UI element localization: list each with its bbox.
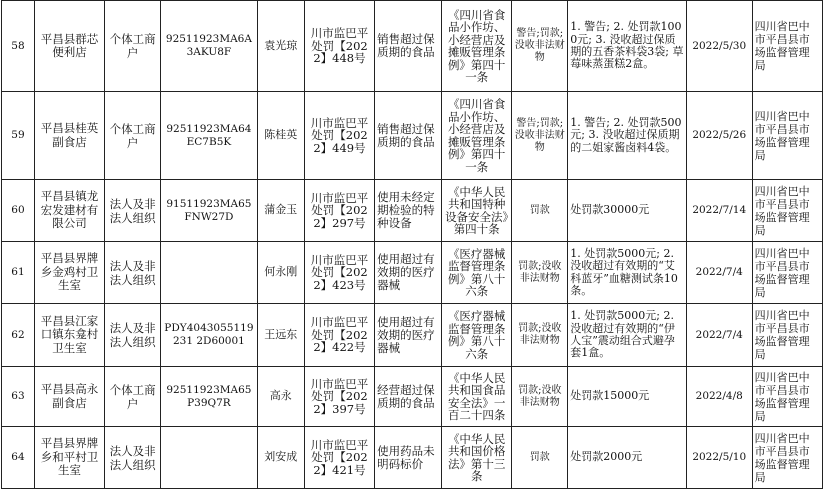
penalty-authority: 四川省巴中市平昌县市场监督管理局 <box>752 427 822 489</box>
violation-fact: 经营超过保质期的食品 <box>375 367 442 427</box>
decision-number: 川市监巴平处罚【2022】422号 <box>304 304 374 367</box>
legal-person: 袁光琼 <box>257 1 304 92</box>
penalty-kind: 罚款;没收非法财物 <box>512 304 568 367</box>
penalty-table <box>1 0 823 489</box>
decision-date: 2022/4/8 <box>686 367 752 427</box>
credit-code: 91511923MA65FNW27D <box>161 180 258 242</box>
violation-fact: 销售超过保质期的食品 <box>375 1 442 92</box>
penalty-basis: 《医疗器械监督管理条例》第八十六条 <box>442 304 512 367</box>
credit-code: 92511923MA6A3AKU8F <box>161 1 258 92</box>
penalty-basis: 《中华人民共和国特种设备安全法》第四十条 <box>442 180 512 242</box>
decision-number: 川市监巴平处罚【2022】448号 <box>304 1 374 92</box>
penalty-authority: 四川省巴中市平昌县市场监督管理局 <box>752 304 822 367</box>
penalty-content: 1. 处罚款5000元; 2. 没收超过有效期的“伊人宝”震动组合式避孕套1盒。 <box>568 304 687 367</box>
penalty-kind: 罚款;没收非法财物 <box>512 242 568 304</box>
decision-number: 川市监巴平处罚【2022】449号 <box>304 92 374 180</box>
entity-name: 平昌县桂英副食店 <box>34 92 104 180</box>
penalty-authority: 四川省巴中市平昌县市场监督管理局 <box>752 242 822 304</box>
legal-person: 蒲金玉 <box>257 180 304 242</box>
penalty-kind: 罚款 <box>512 427 568 489</box>
row-number: 60 <box>2 180 35 242</box>
row-number: 63 <box>2 367 35 427</box>
credit-code: 92511923MA64EC7B5K <box>161 92 258 180</box>
table-row <box>2 92 823 180</box>
violation-fact: 使用超过有效期的医疗器械 <box>375 304 442 367</box>
legal-person: 刘安成 <box>257 427 304 489</box>
entity-name: 平昌县界牌乡和平村卫生室 <box>34 427 104 489</box>
decision-date: 2022/5/26 <box>686 92 752 180</box>
penalty-content: 1. 处罚款5000元; 2. 没收超过有效期的“艾科蓝牙”血糖测试条10条。 <box>568 242 687 304</box>
penalty-basis: 《医疗器械监督管理条例》第八十六条 <box>442 242 512 304</box>
row-number: 64 <box>2 427 35 489</box>
penalty-content: 1. 警告; 2. 处罚款500元; 3. 没收超过保质期的二姐家酱卤料4袋。 <box>568 92 687 180</box>
table-row <box>2 180 823 242</box>
penalty-content: 处罚款15000元 <box>568 367 687 427</box>
entity-name: 平昌县高永副食店 <box>34 367 104 427</box>
penalty-authority: 四川省巴中市平昌县市场监督管理局 <box>752 180 822 242</box>
decision-number: 川市监巴平处罚【2022】421号 <box>304 427 374 489</box>
penalty-authority: 四川省巴中市平昌县市场监督管理局 <box>752 367 822 427</box>
penalty-kind: 警告;罚款;没收非法财物 <box>512 1 568 92</box>
penalty-basis: 《四川省食品小作坊、小经营店及摊贩管理条例》第四十一条 <box>442 1 512 92</box>
table-row <box>2 367 823 427</box>
row-number: 58 <box>2 1 35 92</box>
penalty-content: 1. 警告; 2. 处罚款1000元; 3. 没收超过保质期的五香茶料袋3袋; 草莓味蒸蛋糕2盒。 <box>568 1 687 92</box>
penalty-basis: 《中华人民共和国食品安全法》一百二十四条 <box>442 367 512 427</box>
violation-fact: 使用未经定期检验的特种设备 <box>375 180 442 242</box>
table-row <box>2 1 823 92</box>
violation-fact: 使用药品未明码标价 <box>375 427 442 489</box>
penalty-basis: 《四川省食品小作坊、小经营店及摊贩管理条例》第四十一条 <box>442 92 512 180</box>
credit-code: PDY4043055119231 2D60001 <box>161 304 258 367</box>
penalty-kind: 罚款 <box>512 180 568 242</box>
entity-type: 个体工商户 <box>105 92 161 180</box>
decision-number: 川市监巴平处罚【2022】423号 <box>304 242 374 304</box>
decision-date: 2022/5/10 <box>686 427 752 489</box>
decision-number: 川市监巴平处罚【2022】297号 <box>304 180 374 242</box>
decision-date: 2022/7/14 <box>686 180 752 242</box>
table-row <box>2 242 823 304</box>
row-number: 61 <box>2 242 35 304</box>
credit-code: 92511923MA65P39Q7R <box>161 367 258 427</box>
credit-code <box>161 242 258 304</box>
penalty-content: 处罚款2000元 <box>568 427 687 489</box>
entity-name: 平昌县群芯便利店 <box>34 1 104 92</box>
decision-date: 2022/7/4 <box>686 242 752 304</box>
credit-code <box>161 427 258 489</box>
entity-name: 平昌县江家口镇东龛村卫生室 <box>34 304 104 367</box>
penalty-authority: 四川省巴中市平昌县市场监督管理局 <box>752 92 822 180</box>
decision-date: 2022/7/4 <box>686 304 752 367</box>
penalty-kind: 警告;罚款;没收非法财物 <box>512 92 568 180</box>
table-row <box>2 427 823 489</box>
penalty-content: 处罚款30000元 <box>568 180 687 242</box>
table-row <box>2 304 823 367</box>
entity-name: 平昌县镇龙宏发建材有限公司 <box>34 180 104 242</box>
penalty-basis: 《中华人民共和国价格法》第十三条 <box>442 427 512 489</box>
entity-type: 法人及非法人组织 <box>105 180 161 242</box>
entity-type: 个体工商户 <box>105 1 161 92</box>
entity-type: 法人及非法人组织 <box>105 304 161 367</box>
row-number: 59 <box>2 92 35 180</box>
penalty-authority: 四川省巴中市平昌县市场监督管理局 <box>752 1 822 92</box>
legal-person: 陈桂英 <box>257 92 304 180</box>
legal-person: 何永刚 <box>257 242 304 304</box>
violation-fact: 销售超过保质期的食品 <box>375 92 442 180</box>
violation-fact: 使用超过有效期的医疗器械 <box>375 242 442 304</box>
legal-person: 王远东 <box>257 304 304 367</box>
entity-name: 平昌县界牌乡金鸡村卫生室 <box>34 242 104 304</box>
entity-type: 个体工商户 <box>105 367 161 427</box>
entity-type: 法人及非法人组织 <box>105 427 161 489</box>
penalty-kind: 罚款;没收非法财物 <box>512 367 568 427</box>
legal-person: 高永 <box>257 367 304 427</box>
decision-number: 川市监巴平处罚【2022】397号 <box>304 367 374 427</box>
row-number: 62 <box>2 304 35 367</box>
decision-date: 2022/5/30 <box>686 1 752 92</box>
entity-type: 法人及非法人组织 <box>105 242 161 304</box>
